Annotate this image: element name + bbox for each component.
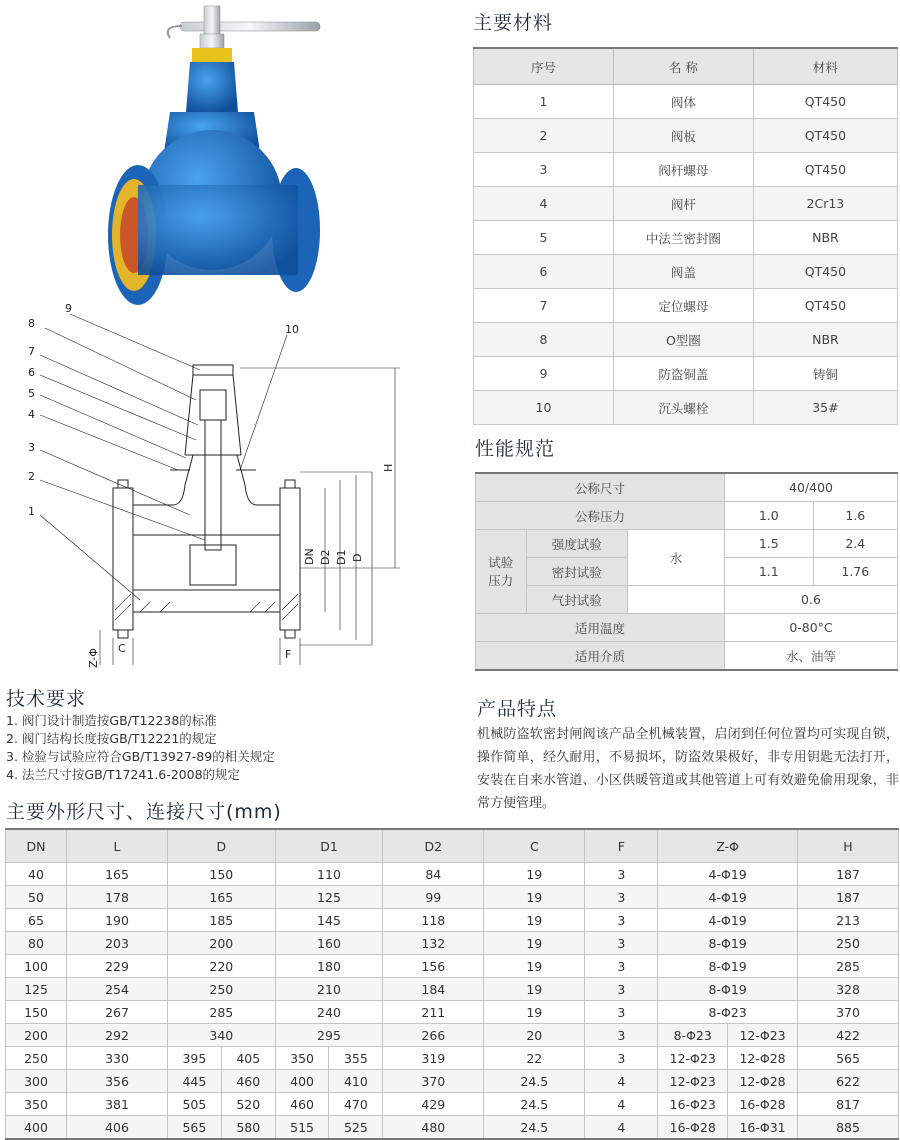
materials-cell: 阀杆: [613, 187, 753, 221]
materials-cell: 2Cr13: [753, 187, 897, 221]
dimensions-cell: 24.5: [484, 1070, 585, 1093]
dimensions-cell: 340: [168, 1024, 276, 1047]
materials-header-material: 材料: [753, 48, 897, 85]
dimensions-cell: 254: [67, 978, 168, 1001]
dimensions-row: [6, 955, 899, 978]
materials-cell: O型圈: [613, 323, 753, 357]
perf-nominal-pressure-label: 公称压力: [476, 502, 725, 530]
drawing-part-1: 1: [28, 505, 35, 518]
dimensions-cell: 460: [275, 1093, 329, 1116]
materials-row: [474, 187, 898, 221]
materials-cell: 8: [474, 323, 614, 357]
dimensions-cell: 50: [6, 886, 67, 909]
tech-item: 4. 法兰尺寸按GB/T17241.6-2008的规定: [6, 767, 241, 782]
dimensions-cell: 12-Φ28: [728, 1070, 798, 1093]
dimensions-cell: 220: [168, 955, 276, 978]
dimensions-table: [5, 828, 899, 1140]
dimensions-cell: 210: [275, 978, 383, 1001]
perf-pressure-1: 1.0: [725, 502, 814, 530]
dimensions-cell: 885: [798, 1116, 899, 1140]
dimensions-cell: 40: [6, 863, 67, 886]
dimensions-cell: 515: [275, 1116, 329, 1140]
dimensions-cell: 330: [67, 1047, 168, 1070]
dimensions-cell: 187: [798, 886, 899, 909]
materials-header-name: 名 称: [613, 48, 753, 85]
dimensions-row: [6, 1024, 899, 1047]
dimensions-cell: 4: [585, 1093, 658, 1116]
materials-cell: 中法兰密封圈: [613, 221, 753, 255]
materials-row: [474, 221, 898, 255]
dimensions-cell: 8-Φ19: [658, 955, 798, 978]
dimensions-cell: 429: [383, 1093, 484, 1116]
perf-medium-value: 水、油等: [725, 642, 898, 671]
dimensions-cell: 525: [329, 1116, 383, 1140]
dimensions-cell: 4-Φ19: [658, 886, 798, 909]
dimensions-cell: 12-Φ23: [658, 1047, 728, 1070]
dimensions-cell: 266: [383, 1024, 484, 1047]
dimensions-cell: 395: [168, 1047, 222, 1070]
dimensions-cell: 12-Φ28: [728, 1047, 798, 1070]
dimensions-cell: 125: [275, 886, 383, 909]
materials-cell: 铸铜: [753, 357, 897, 391]
dimensions-cell: 125: [6, 978, 67, 1001]
materials-cell: 5: [474, 221, 614, 255]
drawing-part-7: 7: [28, 345, 35, 358]
dimensions-cell: 4-Φ19: [658, 909, 798, 932]
materials-cell: QT450: [753, 289, 897, 323]
dimensions-cell: 132: [383, 932, 484, 955]
materials-cell: 6: [474, 255, 614, 289]
dimensions-cell: 24.5: [484, 1093, 585, 1116]
features-text: 机械防盗软密封闸阀该产品全机械装置，启闭到任何位置均可实现自锁，操作简单，经久耐用，不易损坏，防盗效果极好，非专用钥匙无法打开，安装在自来水管道、小区供暖管道或其他管道上可有效避免偷用现象，非常方便管理。: [477, 727, 899, 811]
dimensions-row: [6, 863, 899, 886]
dimensions-cell: 185: [168, 909, 276, 932]
dimensions-cell: 118: [383, 909, 484, 932]
dim-f: F: [285, 648, 292, 661]
dimensions-cell: 19: [484, 886, 585, 909]
dimensions-cell: 4: [585, 1116, 658, 1140]
dim-d2: D2: [319, 549, 332, 565]
materials-cell: 3: [474, 153, 614, 187]
dimensions-cell: 460: [221, 1070, 275, 1093]
materials-cell: 定位螺母: [613, 289, 753, 323]
dimensions-cell: 150: [168, 863, 276, 886]
materials-cell: QT450: [753, 119, 897, 153]
perf-test-label: [476, 530, 527, 614]
drawing-part-2: 2: [28, 470, 35, 483]
perf-nominal-size-label: 公称尺寸: [476, 473, 725, 502]
dimensions-cell: 370: [383, 1070, 484, 1093]
perf-pressure-2: 1.6: [813, 502, 897, 530]
dimensions-cell: 3: [585, 1047, 658, 1070]
performance-title: 性能规范: [475, 438, 556, 460]
dimensions-cell: 267: [67, 1001, 168, 1024]
dimensions-cell: 8-Φ23: [658, 1001, 798, 1024]
dim-dn: DN: [303, 548, 316, 565]
materials-row: [474, 289, 898, 323]
dimensions-cell: 80: [6, 932, 67, 955]
materials-row: [474, 153, 898, 187]
materials-row: [474, 255, 898, 289]
drawing-part-3: 3: [28, 441, 35, 454]
dimensions-cell: 3: [585, 1001, 658, 1024]
dimensions-cell: 180: [275, 955, 383, 978]
dimensions-row: [6, 1116, 899, 1140]
materials-cell: 沉头螺栓: [613, 391, 753, 425]
materials-row: [474, 357, 898, 391]
drawing-part-8: 8: [28, 317, 35, 330]
drawing-part-10: 10: [285, 323, 299, 336]
materials-cell: 35#: [753, 391, 897, 425]
materials-cell: 10: [474, 391, 614, 425]
valve-section-drawing: [0, 300, 470, 670]
dimensions-cell: 213: [798, 909, 899, 932]
dimensions-cell: 200: [6, 1024, 67, 1047]
materials-cell: QT450: [753, 255, 897, 289]
dimensions-cell: 229: [67, 955, 168, 978]
dimensions-cell: 356: [67, 1070, 168, 1093]
perf-medium-label: 适用介质: [476, 642, 725, 671]
perf-air-label: 气封试验: [526, 586, 627, 614]
perf-seal-2: 1.76: [813, 558, 897, 586]
materials-cell: 2: [474, 119, 614, 153]
drawing-part-4: 4: [28, 408, 35, 421]
dimensions-cell: 405: [221, 1047, 275, 1070]
dimensions-header: C: [484, 829, 585, 863]
dimensions-cell: 19: [484, 863, 585, 886]
dimensions-cell: 178: [67, 886, 168, 909]
dimensions-cell: 160: [275, 932, 383, 955]
dimensions-cell: 250: [6, 1047, 67, 1070]
dimensions-row: [6, 1001, 899, 1024]
materials-row: [474, 323, 898, 357]
dimensions-title: 主要外形尺寸、连接尺寸(mm): [6, 801, 282, 823]
dimensions-cell: 8-Φ23: [658, 1024, 728, 1047]
materials-cell: NBR: [753, 323, 897, 357]
dimensions-cell: 3: [585, 909, 658, 932]
dimensions-cell: 300: [6, 1070, 67, 1093]
materials-cell: 1: [474, 85, 614, 119]
dim-d: D: [351, 553, 364, 562]
materials-title: 主要材料: [473, 12, 554, 34]
dimensions-cell: 470: [329, 1093, 383, 1116]
dimensions-cell: 817: [798, 1093, 899, 1116]
dimensions-cell: 19: [484, 978, 585, 1001]
performance-table: [475, 472, 898, 671]
dimensions-cell: 285: [798, 955, 899, 978]
dimensions-cell: 3: [585, 1024, 658, 1047]
dimensions-cell: 565: [168, 1116, 222, 1140]
tech-list: [6, 712, 275, 784]
dimensions-cell: 200: [168, 932, 276, 955]
dimensions-cell: 410: [329, 1070, 383, 1093]
dimensions-cell: 250: [168, 978, 276, 1001]
dimensions-header: D2: [383, 829, 484, 863]
materials-cell: QT450: [753, 153, 897, 187]
perf-test-label-text: 试验压力: [488, 554, 514, 588]
dimensions-cell: 422: [798, 1024, 899, 1047]
dimensions-cell: 8-Φ19: [658, 978, 798, 1001]
dimensions-cell: 505: [168, 1093, 222, 1116]
dimensions-cell: 110: [275, 863, 383, 886]
perf-seal-1: 1.1: [725, 558, 814, 586]
dim-h: H: [382, 463, 395, 472]
materials-cell: 4: [474, 187, 614, 221]
perf-strength-2: 2.4: [813, 530, 897, 558]
materials-cell: 防盗铜盖: [613, 357, 753, 391]
dimensions-cell: 19: [484, 909, 585, 932]
dimensions-cell: 400: [275, 1070, 329, 1093]
dimensions-header: D: [168, 829, 276, 863]
dimensions-cell: 4: [585, 1070, 658, 1093]
materials-cell: NBR: [753, 221, 897, 255]
drawing-part-9: 9: [65, 302, 72, 315]
dimensions-header: D1: [275, 829, 383, 863]
perf-medium-test: 水: [627, 530, 724, 586]
dimensions-cell: 156: [383, 955, 484, 978]
perf-temp-value: 0-80°C: [725, 614, 898, 642]
dimensions-cell: 12-Φ23: [728, 1024, 798, 1047]
drawing-part-5: 5: [28, 387, 35, 400]
perf-air-value: 0.6: [725, 586, 898, 614]
materials-cell: 9: [474, 357, 614, 391]
dim-d1: D1: [335, 549, 348, 565]
dimensions-cell: 16-Φ23: [658, 1093, 728, 1116]
materials-row: [474, 391, 898, 425]
dimensions-row: [6, 1047, 899, 1070]
dimensions-cell: 3: [585, 932, 658, 955]
dimensions-cell: 520: [221, 1093, 275, 1116]
features-title: 产品特点: [477, 698, 558, 720]
dimensions-cell: 19: [484, 955, 585, 978]
dimensions-header: DN: [6, 829, 67, 863]
dimensions-cell: 100: [6, 955, 67, 978]
tech-item: 2. 阀门结构长度按GB/T12221的规定: [6, 731, 217, 746]
dimensions-cell: 22: [484, 1047, 585, 1070]
dimensions-cell: 19: [484, 1001, 585, 1024]
dimensions-cell: 285: [168, 1001, 276, 1024]
dimensions-cell: 165: [67, 863, 168, 886]
materials-cell: QT450: [753, 85, 897, 119]
perf-temp-label: 适用温度: [476, 614, 725, 642]
materials-row: [474, 85, 898, 119]
materials-cell: 阀杆螺母: [613, 153, 753, 187]
dimensions-row: [6, 1070, 899, 1093]
dimensions-cell: 16-Φ28: [728, 1093, 798, 1116]
dimensions-cell: 16-Φ31: [728, 1116, 798, 1140]
valve-photo: [100, 0, 325, 330]
dimensions-cell: 400: [6, 1116, 67, 1140]
dimensions-cell: 65: [6, 909, 67, 932]
materials-cell: 阀体: [613, 85, 753, 119]
materials-cell: 7: [474, 289, 614, 323]
dimensions-cell: 580: [221, 1116, 275, 1140]
dimensions-cell: 3: [585, 978, 658, 1001]
dimensions-cell: 445: [168, 1070, 222, 1093]
dimensions-cell: 355: [329, 1047, 383, 1070]
dimensions-row: [6, 909, 899, 932]
dimensions-cell: 211: [383, 1001, 484, 1024]
drawing-part-6: 6: [28, 366, 35, 379]
dimensions-cell: 292: [67, 1024, 168, 1047]
dimensions-header: H: [798, 829, 899, 863]
dimensions-cell: 240: [275, 1001, 383, 1024]
dimensions-cell: 99: [383, 886, 484, 909]
dimensions-row: [6, 932, 899, 955]
dimensions-cell: 190: [67, 909, 168, 932]
dimensions-cell: 3: [585, 955, 658, 978]
dimensions-cell: 480: [383, 1116, 484, 1140]
tech-title: 技术要求: [6, 688, 87, 710]
materials-row: [474, 119, 898, 153]
dimensions-cell: 406: [67, 1116, 168, 1140]
perf-strength-label: 强度试验: [526, 530, 627, 558]
tech-item: 3. 检验与试验应符合GB/T13927-89的相关规定: [6, 749, 275, 764]
dimensions-cell: 250: [798, 932, 899, 955]
dimensions-cell: 24.5: [484, 1116, 585, 1140]
dimensions-cell: 350: [6, 1093, 67, 1116]
dimensions-cell: 3: [585, 886, 658, 909]
dimensions-cell: 19: [484, 932, 585, 955]
dimensions-row: [6, 978, 899, 1001]
dimensions-cell: 381: [67, 1093, 168, 1116]
perf-seal-label: 密封试验: [526, 558, 627, 586]
dimensions-cell: 565: [798, 1047, 899, 1070]
perf-strength-1: 1.5: [725, 530, 814, 558]
materials-table: [473, 47, 898, 425]
materials-cell: 阀板: [613, 119, 753, 153]
dimensions-cell: 84: [383, 863, 484, 886]
materials-header-no: 序号: [474, 48, 614, 85]
dimensions-header: Z-Φ: [658, 829, 798, 863]
dimensions-cell: 3: [585, 863, 658, 886]
dimensions-cell: 8-Φ19: [658, 932, 798, 955]
dim-c: C: [118, 642, 126, 655]
dimensions-cell: 187: [798, 863, 899, 886]
tech-item: 1. 阀门设计制造按GB/T12238的标准: [6, 713, 217, 728]
dimensions-cell: 150: [6, 1001, 67, 1024]
dimensions-row: [6, 1093, 899, 1116]
dimensions-cell: 184: [383, 978, 484, 1001]
dimensions-header: L: [67, 829, 168, 863]
dimensions-cell: 165: [168, 886, 276, 909]
dimensions-header: F: [585, 829, 658, 863]
dimensions-cell: 328: [798, 978, 899, 1001]
dimensions-cell: 4-Φ19: [658, 863, 798, 886]
dimensions-cell: 622: [798, 1070, 899, 1093]
perf-nominal-size-value: 40/400: [725, 473, 898, 502]
dim-z-phi: Z-Φ: [87, 648, 100, 668]
dimensions-cell: 16-Φ28: [658, 1116, 728, 1140]
dimensions-row: [6, 886, 899, 909]
dimensions-cell: 370: [798, 1001, 899, 1024]
dimensions-cell: 350: [275, 1047, 329, 1070]
materials-cell: 阀盖: [613, 255, 753, 289]
dimensions-cell: 295: [275, 1024, 383, 1047]
dimensions-cell: 203: [67, 932, 168, 955]
dimensions-cell: 20: [484, 1024, 585, 1047]
dimensions-cell: 12-Φ23: [658, 1070, 728, 1093]
dimensions-cell: 319: [383, 1047, 484, 1070]
dimensions-cell: 145: [275, 909, 383, 932]
